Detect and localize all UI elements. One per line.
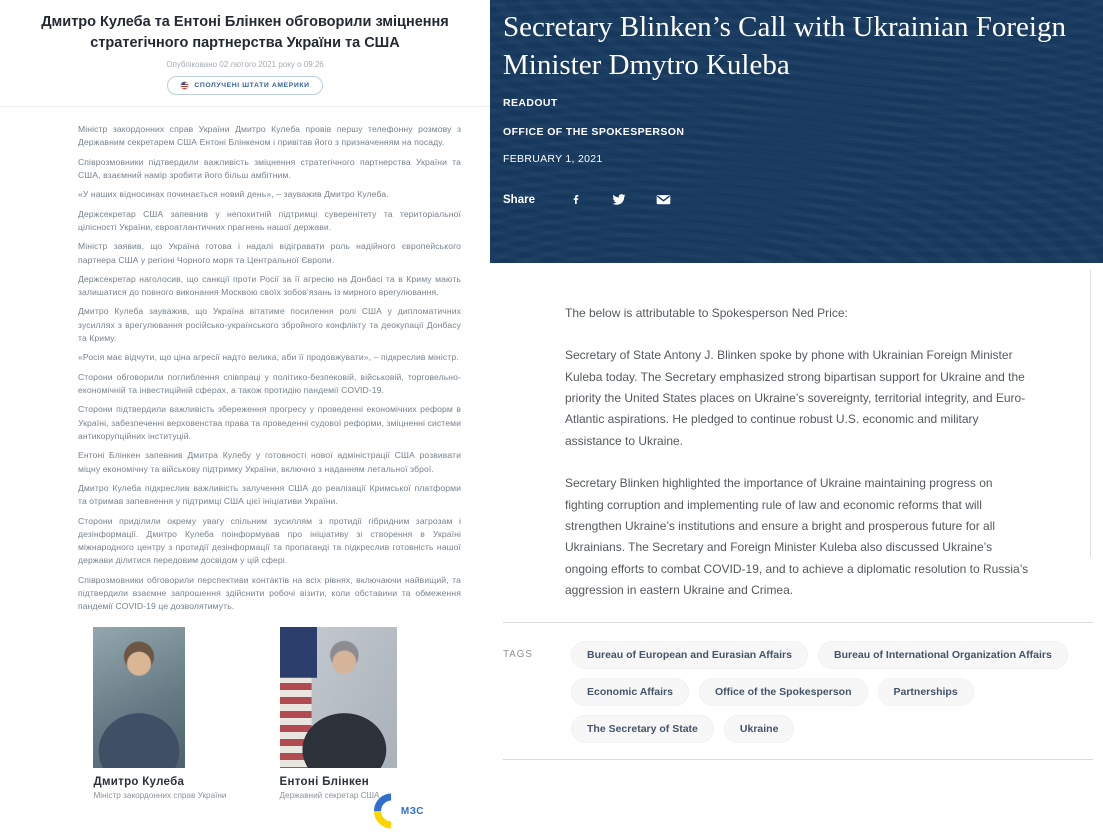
person-card-blinken <box>280 627 397 800</box>
tag-pill[interactable]: Economic Affairs <box>571 678 689 706</box>
mfa-ukraine-article <box>0 0 490 832</box>
scrollbar[interactable] <box>1090 270 1091 557</box>
article-paragraph: Міністр заявив, що Україна готова і надалі відігравати роль надійного європейського партнера США у регіоні Чорного моря та Центральної Європи. <box>78 241 461 265</box>
person-name: Ентоні Блінкен <box>279 775 369 788</box>
article-header <box>0 0 490 106</box>
article-paragraph: Міністр закордонних справ України Дмитро Кулеба провів першу телефонну розмову з Державним секретарем США Ентоні Блінкеном і привітав його з призначенням на посаду. <box>78 124 461 148</box>
article-paragraph: Дмитро Кулеба підкреслив важливість залучення США до реалізації Кримської платформи та отримав запевнення у підтримці США цієї ініціативи України. <box>78 482 461 507</box>
share-row <box>503 193 1083 206</box>
article-paragraph: «Росія має відчути, що ціна агресії надто велика, аби її продовжувати», – підкреслив міністр. <box>78 352 459 363</box>
readout-paragraph: Secretary of State Antony J. Blinken spoke by phone with Ukrainian Foreign Minister Kuleba today. The Secretary emphasized strong bipartisan support for Ukraine and the priority the United States places on Ukraine’s sovereignty, territorial integrity, and Euro-Atlantic aspirations. He pledged to continue robust U.S. economic and military assistance to Ukraine. <box>565 348 1026 448</box>
article-paragraph: «У наших відносинах починається новий день», – зауважив Дмитро Кулеба. <box>78 189 389 200</box>
tag-pill[interactable]: Office of the Spokesperson <box>699 678 868 706</box>
release-date: FEBRUARY 1, 2021 <box>503 153 603 166</box>
country-tag-link[interactable] <box>167 76 322 95</box>
published-date: Опубліковано 02 лютого 2021 року о 09:26 <box>166 60 324 70</box>
kuleba-photo <box>93 627 185 768</box>
tag-pill[interactable]: Bureau of International Organization Affairs <box>818 641 1068 669</box>
person-card-kuleba <box>93 627 226 800</box>
article-paragraph: Сторони обговорили поглиблення співпраці у політико-безпековій, військовій, торговельно-економічній та інвестиційній сферах, а також протидію пандемії COVID-19. <box>78 371 461 396</box>
hero-banner <box>490 0 1103 263</box>
twitter-share-icon[interactable] <box>612 193 626 206</box>
state-gov-readout <box>490 0 1103 832</box>
page-title: Secretary Blinken’s Call with Ukrainian Foreign Minister Dmytro Kuleba <box>503 11 1066 81</box>
tags-section <box>503 622 1093 760</box>
tag-pill[interactable]: Partnerships <box>878 678 974 706</box>
readout-body <box>490 263 1103 601</box>
email-share-icon[interactable] <box>656 193 671 206</box>
officials-photos <box>0 627 490 800</box>
article-paragraph: Сторони підтвердили важливість збереження прогресу у проведенні економічних реформ в Україні, забезпеченні верховенства права та проведенні судової реформи, зміцненні системи антикорупційних інституцій. <box>78 404 461 441</box>
country-tag-label: СПОЛУЧЕНІ ШТАТИ АМЕРИКИ <box>194 82 310 90</box>
mfa-crescent-icon <box>371 792 397 830</box>
article-paragraph: Держсекретар наголосив, що санкції проти Росії за її агресію на Донбасі та в Криму мають залишатися до повного виконання Москвою своїх зобов’язань із мирного врегулювання. <box>78 273 461 298</box>
office-label: OFFICE OF THE SPOKESPERSON <box>503 126 685 139</box>
tags-list <box>571 641 1093 743</box>
article-paragraph: Співрозмовники обговорили перспективи контактів на всіх рівнях, включаючи найвищий, та підтвердили взаємне запрошення здійснити робочі візити, коли обставини та обмеження пандемії COVID-19 це дозволятимуть. <box>78 574 461 612</box>
tag-pill[interactable]: Ukraine <box>724 715 795 743</box>
attribution-line: The below is attributable to Spokesperson Ned Price: <box>565 306 848 320</box>
mfa-logo-text: МЗС <box>400 805 424 817</box>
share-label: Share <box>503 193 535 206</box>
blinken-photo <box>280 627 397 768</box>
us-flag-icon <box>180 81 189 90</box>
article-paragraph: Сторони приділили окрему увагу спільним зусиллям з протидії гібридним загрозам і дезінформації. Дмитро Кулеба поінформував про ініціативу зі створення в Україні міжнародного центру з протидії дезінформації та пропаганді та підкреслив готовність нашої держави ділитися передовим досвідом у цій сфері. <box>78 515 461 566</box>
article-paragraph: Дмитро Кулеба зауважив, що Україна вітатиме посилення ролі США у дипломатичних зусиллях з врегулювання російсько-українського збройного конфлікту та деокупації Донбасу та Криму. <box>78 306 461 344</box>
tags-label: TAGS <box>503 649 533 661</box>
readout-paragraph: Secretary Blinken highlighted the importance of Ukraine maintaining progress on fighting corruption and implementing rule of law and economic reforms that will strengthen Ukraine’s institutions and ensure a bright and prosperous future for all Ukrainians. The Secretary and Foreign Minister Kuleba also discussed Ukraine’s ongoing efforts to combat COVID-19, and to achieve a diplomatic resolution to Russia’s aggression in eastern Ukraine and Crimea. <box>565 476 1029 597</box>
person-name: Дмитро Кулеба <box>93 775 185 788</box>
tag-pill[interactable]: The Secretary of State <box>571 715 714 743</box>
article-body <box>0 107 490 614</box>
readout-kicker: READOUT <box>503 97 558 110</box>
article-paragraph: Держсекретар США запевнив у непохитній підтримці суверенітету та територіальної цілісності України, євроатлантичних прагнень нашої держави. <box>78 208 461 232</box>
person-role: Державний секретар США <box>279 790 380 800</box>
facebook-share-icon[interactable] <box>570 193 582 206</box>
article-paragraph: Ентоні Блінкен запевнив Дмитра Кулебу у готовності нової адміністрації США розвивати міцну економічну та військову підтримку України, включно з наданням летальної зброї. <box>78 450 461 474</box>
article-paragraph: Співрозмовники підтвердили важливість зміцнення стратегічного партнерства України та США, взаємний намір зробити його більш амбітним. <box>78 156 461 180</box>
person-role: Міністр закордонних справ України <box>93 790 227 800</box>
mfa-logo <box>371 792 424 830</box>
article-title: Дмитро Кулеба та Ентоні Блінкен обговорили зміцнення стратегічного партнерства України та США <box>41 14 449 52</box>
tag-pill[interactable]: Bureau of European and Eurasian Affairs <box>571 641 808 669</box>
